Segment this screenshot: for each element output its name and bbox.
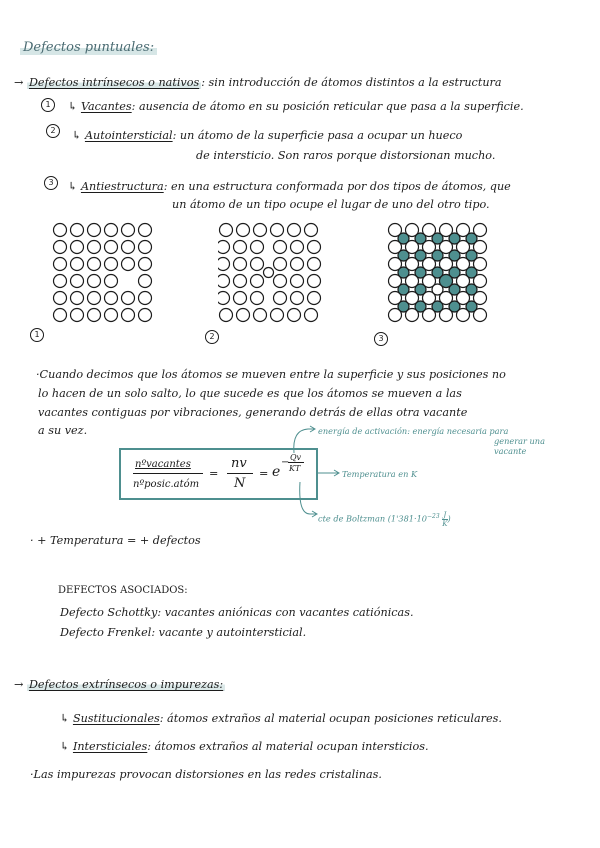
boltzmann-unit-den: K bbox=[442, 520, 448, 529]
item-name: Vacantes bbox=[80, 100, 132, 113]
atom bbox=[218, 258, 230, 271]
atom bbox=[105, 309, 118, 322]
atom bbox=[105, 224, 118, 237]
branch-icon: ↳ bbox=[68, 100, 81, 113]
item-text: : ausencia de átomo en su posición reticular que pasa a la superficie. bbox=[131, 100, 524, 113]
atom bbox=[251, 241, 264, 254]
atom bbox=[139, 241, 152, 254]
second-type-atom bbox=[398, 267, 409, 278]
atom bbox=[139, 258, 152, 271]
atom bbox=[105, 292, 118, 305]
second-type-atom bbox=[466, 267, 477, 278]
formula-numerator-left: nºvacantes bbox=[135, 459, 191, 470]
second-type-atom bbox=[398, 233, 409, 244]
atom bbox=[271, 309, 284, 322]
branch-icon: ↳ bbox=[60, 740, 73, 753]
second-type-atom bbox=[466, 301, 477, 312]
atom bbox=[274, 258, 287, 271]
item-text-cont: un átomo de un tipo ocupe el lugar de uno del otro tipo. bbox=[172, 198, 490, 211]
atom bbox=[122, 258, 135, 271]
atom bbox=[218, 292, 230, 305]
atom bbox=[88, 241, 101, 254]
branch-icon: ↳ bbox=[68, 180, 81, 193]
atom bbox=[71, 292, 84, 305]
atom bbox=[237, 309, 250, 322]
extrinsic-item-name: Sustitucionales bbox=[72, 712, 160, 725]
atom bbox=[288, 224, 301, 237]
paragraph-line: lo hacen de un solo salto, lo que sucede es que los átomos se mueven a las bbox=[38, 387, 462, 400]
intrinsic-line bbox=[14, 76, 502, 89]
atom bbox=[71, 309, 84, 322]
atom bbox=[251, 258, 264, 271]
second-type-atom bbox=[415, 301, 426, 312]
paragraph-line: a su vez. bbox=[38, 424, 88, 437]
formula-exp-denominator: KT bbox=[289, 464, 301, 473]
atom bbox=[218, 275, 230, 288]
extrinsic-intersticiales bbox=[60, 740, 429, 753]
diagram-label-1: 1 bbox=[30, 328, 44, 342]
atom bbox=[88, 292, 101, 305]
lattice-antisite-diagram bbox=[387, 222, 507, 334]
impurities-note: ·Las impurezas provocan distorsiones en las redes cristalinas. bbox=[30, 768, 382, 781]
atom bbox=[122, 309, 135, 322]
second-type-atom bbox=[466, 233, 477, 244]
intrinsic-heading: Defectos intrínsecos o nativos bbox=[28, 76, 200, 89]
atom bbox=[305, 309, 318, 322]
fraction-bar bbox=[227, 473, 253, 474]
atom bbox=[71, 224, 84, 237]
second-type-atom bbox=[466, 250, 477, 261]
atom bbox=[54, 224, 67, 237]
arrow-icon: → bbox=[14, 76, 24, 89]
arrow-icon: → bbox=[14, 678, 24, 691]
boltzmann-text: cte de Boltzman (1'381·10 bbox=[318, 513, 428, 524]
antisite-atom bbox=[432, 284, 443, 295]
fraction-bar bbox=[133, 473, 203, 474]
formula-exp-numerator: Qv bbox=[290, 453, 302, 462]
associated-heading: DEFECTOS ASOCIADOS: bbox=[58, 585, 188, 596]
atom bbox=[218, 241, 230, 254]
diagram-label-3: 3 bbox=[374, 332, 388, 346]
second-type-atom bbox=[398, 301, 409, 312]
boltzmann-close: ) bbox=[447, 513, 451, 524]
atom bbox=[54, 292, 67, 305]
item-antiestructura bbox=[68, 180, 511, 193]
atom bbox=[71, 275, 84, 288]
atom bbox=[234, 258, 247, 271]
atom bbox=[271, 224, 284, 237]
atom bbox=[291, 292, 304, 305]
formula-exp-sign: − bbox=[281, 457, 290, 468]
second-type-atom bbox=[449, 250, 460, 261]
extrinsic-item-text: : átomos extraños al material ocupan posiciones reticulares. bbox=[159, 712, 502, 725]
item-number-3: 3 bbox=[44, 176, 58, 190]
atom bbox=[122, 241, 135, 254]
formula-equals: = bbox=[259, 467, 269, 480]
second-type-atom bbox=[466, 284, 477, 295]
atom bbox=[274, 241, 287, 254]
atom bbox=[274, 292, 287, 305]
atom bbox=[254, 224, 267, 237]
schottky-defect: Defecto Schottky: vacantes aniónicas con vacantes catiónicas. bbox=[60, 606, 414, 619]
atom bbox=[54, 241, 67, 254]
atom bbox=[88, 309, 101, 322]
item-text: : un átomo de la superficie pasa a ocupar un hueco bbox=[172, 129, 463, 142]
paragraph-line: ·Cuando decimos que los átomos se mueven entre la superficie y sus posiciones no bbox=[36, 368, 506, 381]
second-type-atom bbox=[415, 250, 426, 261]
atom bbox=[122, 224, 135, 237]
boltzmann-exponent: −23 bbox=[427, 513, 440, 520]
atom bbox=[291, 258, 304, 271]
lattice-interstitial-diagram bbox=[218, 222, 338, 334]
branch-icon: ↳ bbox=[60, 712, 73, 725]
extrinsic-item-name: Intersticiales bbox=[72, 740, 148, 753]
boltzmann-unit-num: J bbox=[443, 511, 447, 520]
second-type-atom bbox=[415, 267, 426, 278]
formula-exp-base: e bbox=[272, 464, 281, 480]
branch-icon: ↳ bbox=[72, 129, 85, 142]
atom bbox=[234, 241, 247, 254]
atom bbox=[220, 224, 233, 237]
atom bbox=[308, 241, 321, 254]
atom bbox=[274, 275, 287, 288]
atom bbox=[54, 258, 67, 271]
item-autointersticial bbox=[72, 129, 462, 142]
formula-denominator-left: nºposic.atóm bbox=[133, 479, 200, 490]
atom bbox=[220, 309, 233, 322]
second-type-atom bbox=[415, 284, 426, 295]
frenkel-defect: Defecto Frenkel: vacante y autointersticial. bbox=[60, 626, 307, 639]
formula-denominator-mid: N bbox=[234, 476, 246, 491]
page-title: Defectos puntuales: bbox=[20, 40, 157, 55]
boltzmann-note bbox=[318, 510, 451, 528]
extrinsic-line bbox=[14, 678, 225, 691]
atom bbox=[305, 224, 318, 237]
atom bbox=[88, 224, 101, 237]
temperature-defects-note: · + Temperatura = + defectos bbox=[30, 534, 201, 547]
formula-equals: = bbox=[209, 467, 219, 480]
atom bbox=[308, 258, 321, 271]
item-number-2: 2 bbox=[46, 124, 60, 138]
atom bbox=[54, 275, 67, 288]
atom bbox=[308, 292, 321, 305]
atom bbox=[139, 224, 152, 237]
atom bbox=[122, 292, 135, 305]
atom bbox=[139, 309, 152, 322]
formula-numerator-mid: nv bbox=[231, 456, 247, 471]
second-type-atom bbox=[432, 301, 443, 312]
atom bbox=[71, 258, 84, 271]
atom bbox=[139, 275, 152, 288]
second-type-atom bbox=[449, 301, 460, 312]
extrinsic-heading: Defectos extrínsecos o impurezas: bbox=[28, 678, 224, 691]
item-text-cont: de intersticio. Son raros porque distorsionan mucho. bbox=[196, 149, 496, 162]
atom bbox=[71, 241, 84, 254]
interstitial-atom bbox=[264, 268, 274, 278]
atom bbox=[251, 275, 264, 288]
atom bbox=[234, 275, 247, 288]
atom bbox=[251, 292, 264, 305]
second-type-atom bbox=[432, 250, 443, 261]
atom bbox=[308, 275, 321, 288]
diagram-label-2: 2 bbox=[205, 330, 219, 344]
extrinsic-sustitucionales bbox=[60, 712, 502, 725]
item-number-1: 1 bbox=[41, 98, 55, 112]
second-type-atom bbox=[449, 233, 460, 244]
atom bbox=[105, 258, 118, 271]
temperature-note: Temperatura en K bbox=[342, 469, 418, 479]
intrinsic-desc: : sin introducción de átomos distintos a la estructura bbox=[201, 76, 502, 89]
activation-energy-note: energía de activación: energía necesaria para bbox=[318, 426, 509, 436]
extrinsic-item-text: : átomos extraños al material ocupan intersticios. bbox=[147, 740, 429, 753]
atom bbox=[288, 309, 301, 322]
atom bbox=[254, 309, 267, 322]
activation-energy-note-cont: vacante bbox=[494, 446, 527, 456]
activation-energy-note-cont: generar una bbox=[494, 436, 545, 446]
second-type-atom bbox=[398, 284, 409, 295]
atom bbox=[88, 275, 101, 288]
atom bbox=[54, 309, 67, 322]
atom bbox=[234, 292, 247, 305]
second-type-atom bbox=[432, 233, 443, 244]
atom bbox=[291, 275, 304, 288]
atom bbox=[139, 292, 152, 305]
atom bbox=[105, 275, 118, 288]
item-name: Antiestructura bbox=[80, 180, 164, 193]
item-text: : en una estructura conformada por dos tipos de átomos, que bbox=[163, 180, 511, 193]
item-vacantes bbox=[68, 100, 524, 113]
atom bbox=[88, 258, 101, 271]
second-type-atom bbox=[415, 233, 426, 244]
lattice-vacancy-diagram bbox=[52, 222, 172, 334]
atom bbox=[291, 241, 304, 254]
second-type-atom bbox=[398, 250, 409, 261]
atom bbox=[237, 224, 250, 237]
atom bbox=[105, 241, 118, 254]
item-name: Autointersticial bbox=[84, 129, 173, 142]
paragraph-line: vacantes contiguas por vibraciones, generando detrás de ellas otra vacante bbox=[38, 406, 468, 419]
